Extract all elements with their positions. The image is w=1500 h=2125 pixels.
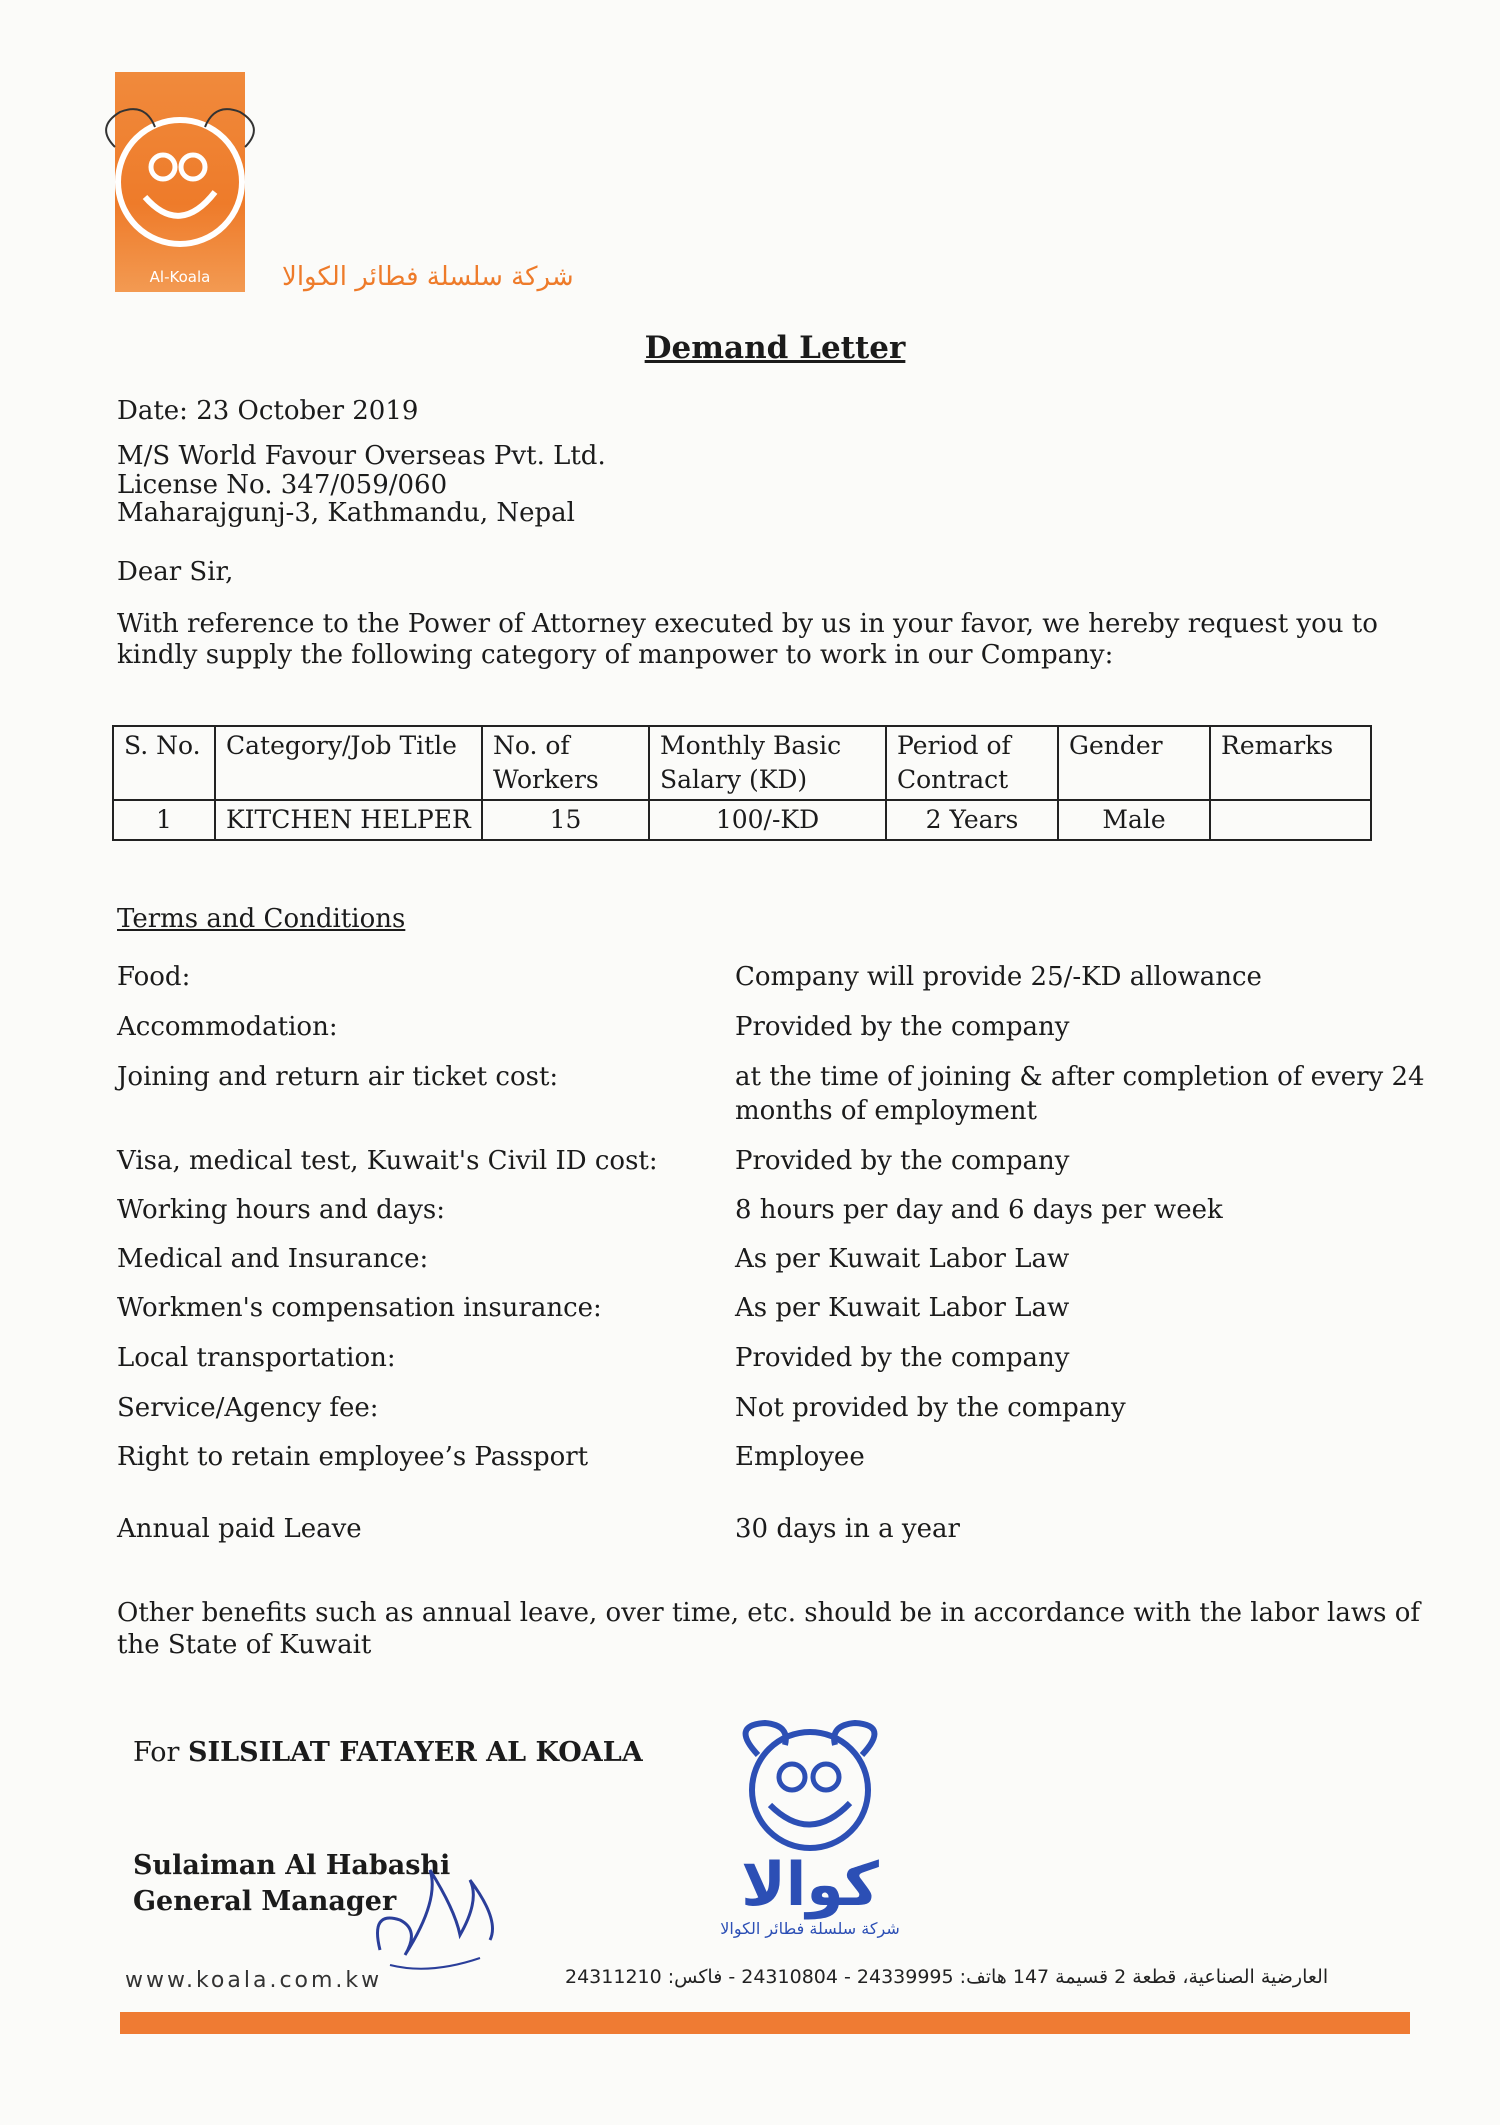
intro-line-2: kindly supply the following category of manpower to work in our Company: [117, 640, 1114, 670]
term-label: Right to retain employee’s Passport [117, 1442, 589, 1472]
header-gender: Gender [1058, 726, 1210, 800]
document-title: Demand Letter [644, 330, 906, 366]
header-period [886, 726, 1058, 800]
term-label: Workmen's compensation insurance: [117, 1293, 602, 1323]
header-category: Category/Job Title [215, 726, 482, 800]
term-label: Visa, medical test, Kuwait's Civil ID cost: [117, 1146, 658, 1176]
footer-bar [120, 2012, 1410, 2034]
term-value: Not provided by the company [735, 1393, 1126, 1423]
term-label: Joining and return air ticket cost: [117, 1062, 559, 1092]
intro-line-1: With reference to the Power of Attorney executed by us in your favor, we hereby request you to [117, 609, 1378, 639]
header-workers-line1: No. of [493, 731, 570, 760]
term-label: Service/Agency fee: [117, 1393, 379, 1423]
other-benefits-line-2: the State of Kuwait [117, 1630, 372, 1660]
term-value: Employee [735, 1442, 865, 1472]
cell-remarks [1210, 800, 1371, 840]
header-sno: S. No. [113, 726, 215, 800]
header-period-line2: Contract [897, 765, 1009, 794]
term-value: Company will provide 25/-KD allowance [735, 962, 1262, 992]
cell-sno: 1 [113, 800, 215, 840]
signature-for-line [133, 1737, 643, 1768]
term-value: As per Kuwait Labor Law [735, 1293, 1070, 1323]
company-logo [115, 72, 245, 292]
header-salary [649, 726, 886, 800]
term-label: Food: [117, 962, 191, 992]
signature-for-prefix: For [133, 1737, 180, 1768]
header-salary-line1: Monthly Basic [660, 731, 842, 760]
company-arabic-name: شركة سلسلة فطائر الكوالا [282, 262, 574, 292]
header-workers-line2: Workers [493, 765, 599, 794]
company-stamp [680, 1715, 940, 1945]
signatory-name: Sulaiman Al Habashi [133, 1850, 451, 1881]
cell-salary: 100/-KD [649, 800, 886, 840]
header-remarks: Remarks [1210, 726, 1371, 800]
salutation: Dear Sir, [117, 557, 234, 587]
handwritten-signature [360, 1840, 520, 1980]
recipient-address: Maharajgunj-3, Kathmandu, Nepal [117, 498, 575, 528]
footer-website: www.koala.com.kw [125, 1968, 383, 1993]
term-label: Accommodation: [117, 1012, 338, 1042]
signatory-title: General Manager [133, 1886, 397, 1917]
koala-face-icon [75, 87, 285, 277]
header-workers [482, 726, 649, 800]
signature-company: SILSILAT FATAYER AL KOALA [188, 1737, 643, 1768]
term-value: 30 days in a year [735, 1514, 960, 1544]
term-label: Medical and Insurance: [117, 1244, 429, 1274]
term-value: Provided by the company [735, 1343, 1070, 1373]
cell-period: 2 Years [886, 800, 1058, 840]
stamp-subtitle: شركة سلسلة فطائر الكوالا [720, 1919, 900, 1938]
term-value-cont: months of employment [735, 1096, 1037, 1126]
term-label: Annual paid Leave [117, 1514, 362, 1544]
cell-workers: 15 [482, 800, 649, 840]
recipient-license: License No. 347/059/060 [117, 470, 448, 500]
cell-gender: Male [1058, 800, 1210, 840]
term-label: Working hours and days: [117, 1195, 446, 1225]
term-value: As per Kuwait Labor Law [735, 1244, 1070, 1274]
footer-address: العارضية الصناعية، قطعة 2 قسيمة 147 هاتف: 24339995 - 24310804 - فاكس: 24311210 [565, 1966, 1329, 1988]
header-period-line1: Period of [897, 731, 1011, 760]
table-header-row [113, 726, 1371, 800]
term-value: Provided by the company [735, 1146, 1070, 1176]
logo-name: Al-Koala [149, 268, 211, 286]
term-value: 8 hours per day and 6 days per week [735, 1195, 1223, 1225]
term-value: at the time of joining & after completion of every 24 [735, 1062, 1425, 1092]
stamp-arabic-name: كوالا [741, 1850, 879, 1920]
letter-date: Date: 23 October 2019 [117, 396, 419, 426]
table-row [113, 800, 1371, 840]
manpower-table [112, 725, 1372, 841]
other-benefits-line-1: Other benefits such as annual leave, over time, etc. should be in accordance with the labor laws of [117, 1598, 1420, 1628]
term-value: Provided by the company [735, 1012, 1070, 1042]
terms-heading: Terms and Conditions [117, 904, 406, 934]
term-label: Local transportation: [117, 1343, 396, 1373]
cell-category: KITCHEN HELPER [215, 800, 482, 840]
koala-stamp-icon [680, 1715, 940, 1865]
recipient-company: M/S World Favour Overseas Pvt. Ltd. [117, 441, 606, 471]
header-salary-line2: Salary (KD) [660, 765, 808, 794]
